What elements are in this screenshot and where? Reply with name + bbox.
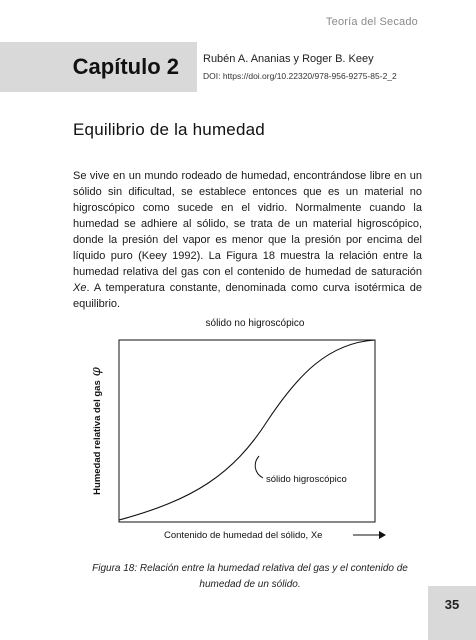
paragraph-italic: Xe bbox=[73, 282, 87, 294]
plot-frame bbox=[119, 340, 375, 522]
chapter-title: Capítulo 2 bbox=[72, 54, 179, 79]
page-number: 35 bbox=[444, 597, 460, 612]
body-paragraph bbox=[73, 168, 422, 312]
running-head: Teoría del Secado bbox=[325, 16, 418, 28]
curve-label-pointer bbox=[255, 456, 263, 478]
caption-line-2: humedad de un sólido. bbox=[199, 579, 301, 590]
figure-top-label: sólido no higroscópico bbox=[205, 318, 305, 329]
section-heading: Equilibrio de la humedad bbox=[73, 120, 265, 139]
caption-line-1: Figura 18: Relación entre la humedad relativa del gas y el contenido de bbox=[92, 563, 408, 574]
figure-caption bbox=[70, 561, 430, 593]
y-axis-symbol: φ bbox=[89, 367, 104, 377]
isotherm-curve bbox=[119, 340, 375, 520]
doi-link[interactable]: DOI: https://doi.org/10.22320/978-956-9275-85-2_2 bbox=[203, 71, 397, 81]
figure-18 bbox=[83, 315, 413, 555]
y-axis-label-text: Humedad relativa del gas bbox=[92, 380, 103, 495]
x-axis-label: Contenido de humedad del sólido, Xe bbox=[164, 530, 323, 541]
x-axis-arrow-head bbox=[379, 531, 386, 539]
paragraph-text: Se vive en un mundo rodeado de humedad, encontrándose libre en un sólido sin dificultad, se establece entonces que es un material no higroscópico como sucede en el vidrio. Normalmente cuando la humedad se adhiere al sólido, se trata de un material higroscópico, donde la presión del vapor es menor que la presión por encima del líquido puro (Keey 1992). La Figura 18 muestra la relación entre la humedad relativa del gas con el contenido de humedad de saturación bbox=[73, 170, 422, 278]
y-axis-label bbox=[89, 366, 104, 495]
paragraph-text-end: . A temperatura constante, denominada como curva isotérmica de equilibrio. bbox=[73, 282, 422, 310]
chapter-box bbox=[0, 42, 197, 92]
authors: Rubén A. Ananias y Roger B. Keey bbox=[203, 53, 374, 65]
page-number-tab bbox=[428, 586, 476, 640]
curve-label: sólido higroscópico bbox=[266, 474, 347, 485]
